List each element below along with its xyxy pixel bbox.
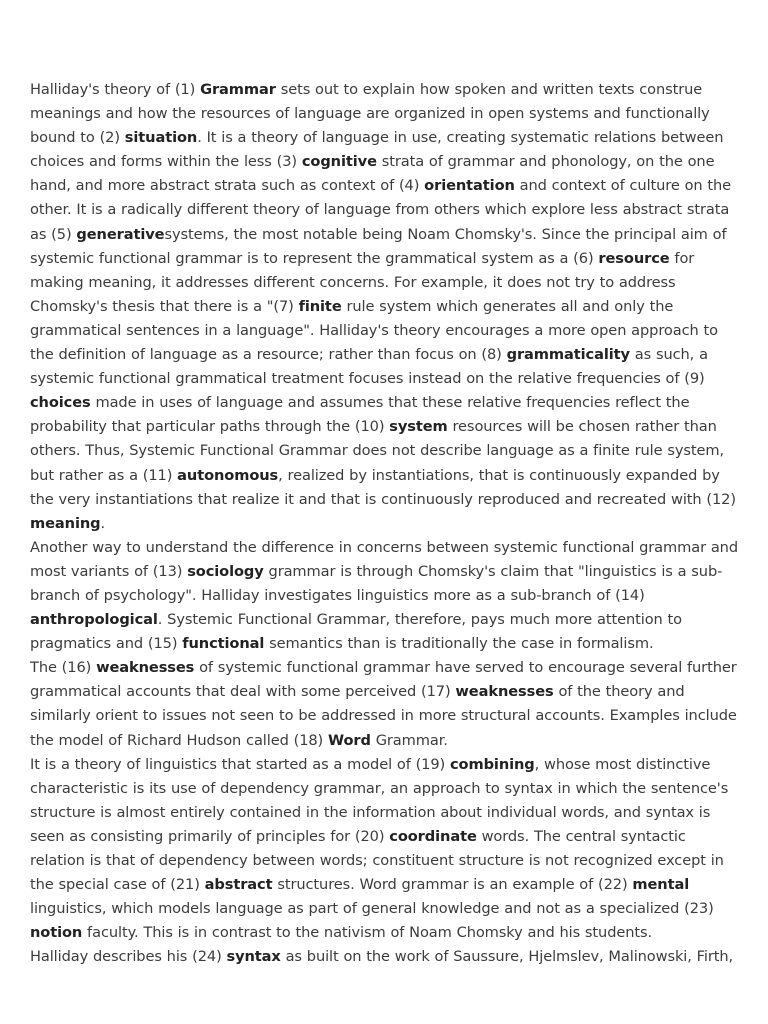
text-run: and context of culture on the other. It is a radically different theory of language from others which explore less abstract strata as (5) <box>30 177 732 243</box>
answer-word: combining <box>449 755 535 773</box>
answer-word: notion <box>30 924 83 942</box>
text-run: , realized by instantiations, that is continuously expanded by the very instantiations that realize it and that is continuously reproduced and recreated with (12) <box>30 466 736 508</box>
text-run: semantics than is traditionally the case in formalism. <box>264 635 654 653</box>
text-run: of systemic functional grammar have served to encourage several further grammatical accounts that deal with some perceived (17) <box>30 659 737 701</box>
answer-word: meaning <box>30 514 101 532</box>
text-run: linguistics, which models language as part of general knowledge and not as a specialized (23) <box>30 900 714 918</box>
answer-word: Grammar <box>200 81 276 98</box>
text-run: strata of grammar and phonology, on the one hand, and more abstract strata such as context of (4) <box>30 153 715 195</box>
paragraph-3 <box>30 656 742 752</box>
answer-word: cognitive <box>301 153 377 171</box>
text-run: . Systemic Functional Grammar, therefore, pays much more attention to pragmatics and (15) <box>30 611 682 653</box>
text-run: Grammar. <box>370 731 448 749</box>
answer-word: syntax <box>226 948 281 966</box>
answer-word: orientation <box>424 177 515 195</box>
text-run: Another way to understand the difference in concerns between systemic functional grammar and most variants of (13) <box>30 538 738 580</box>
answer-word: coordinate <box>389 827 477 845</box>
answer-word: choices <box>30 394 91 412</box>
answer-word: anthropological <box>30 611 158 629</box>
text-run: as such, a systemic functional grammatical treatment focuses instead on the relative frequencies of (9) <box>30 346 708 388</box>
text-run: rule system which generates all and only the grammatical sentences in a language". Halliday's theory encourages a more open approach to the definition of language as a resource; rather than focus on (8) <box>30 297 718 364</box>
document-body <box>30 78 742 969</box>
text-run: grammar is through Chomsky's claim that "linguistics is a sub-branch of psychology". Halliday investigates linguistics more as a sub-branch of (14) <box>30 562 723 604</box>
answer-word: sociology <box>187 562 264 580</box>
text-run: systems, the most notable being Noam Chomsky's. Since the principal aim of systemic functional grammar is to represent the grammatical system as a (6) <box>30 225 727 267</box>
answer-word: functional <box>182 635 265 653</box>
answer-word: weaknesses <box>96 659 195 677</box>
text-run: words. The central syntactic relation is that of dependency between words; constituent structure is not recognized except in the special case of (21) <box>30 827 724 894</box>
answer-word: situation <box>124 129 198 147</box>
text-run: The (16) <box>30 659 97 677</box>
answer-word: autonomous <box>177 466 279 484</box>
text-run: It is a theory of linguistics that started as a model of (19) <box>30 755 450 773</box>
answer-word: generative <box>76 225 165 243</box>
text-run: faculty. This is in contrast to the nativism of Noam Chomsky and his students. <box>82 924 653 942</box>
text-run: Halliday describes his (24) <box>30 948 227 966</box>
text-run: of the theory and similarly orient to issues not seen to be addressed in more structural accounts. Examples include the model of Richard Hudson called (18) <box>30 683 737 749</box>
text-run: resources will be chosen rather than others. Thus, Systemic Functional Grammar does not describe language as a finite rule system, but rather as a (11) <box>30 418 725 484</box>
text-run: for making meaning, it addresses different concerns. For example, it does not try to address Chomsky's thesis that there is a "(7) <box>30 249 695 315</box>
text-run: made in uses of language and assumes that these relative frequencies reflect the probability that particular paths through the (10) <box>30 394 690 436</box>
answer-word: finite <box>298 297 342 315</box>
text-run: Halliday's theory of (1) <box>30 81 201 98</box>
paragraph-5 <box>30 945 742 969</box>
answer-word: abstract <box>204 876 273 894</box>
answer-word: weaknesses <box>455 683 554 701</box>
paragraph-2 <box>30 536 742 656</box>
text-run: as built on the work of Saussure, Hjelmslev, Malinowski, Firth, <box>280 948 734 966</box>
answer-word: system <box>389 418 448 436</box>
text-run: structures. Word grammar is an example of (22) <box>272 876 633 894</box>
answer-word: grammaticality <box>506 346 630 364</box>
text-run: . It is a theory of language in use, creating systematic relations between choices and forms within the less (3) <box>30 129 724 171</box>
paragraph-1 <box>30 78 742 536</box>
answer-word: Word <box>328 731 371 749</box>
text-run: . <box>100 514 106 532</box>
text-run: sets out to explain how spoken and written texts construe meanings and how the resources of language are organized in open systems and functionally bound to (2) <box>30 81 710 147</box>
answer-word: resource <box>598 249 670 267</box>
paragraph-4 <box>30 753 742 946</box>
answer-word: mental <box>632 876 690 894</box>
text-run: , whose most distinctive characteristic is its use of dependency grammar, an approach to syntax in which the sentence's structure is almost entirely contained in the information about individual words, and syntax is seen as consisting primarily of principles for (20) <box>30 755 729 845</box>
